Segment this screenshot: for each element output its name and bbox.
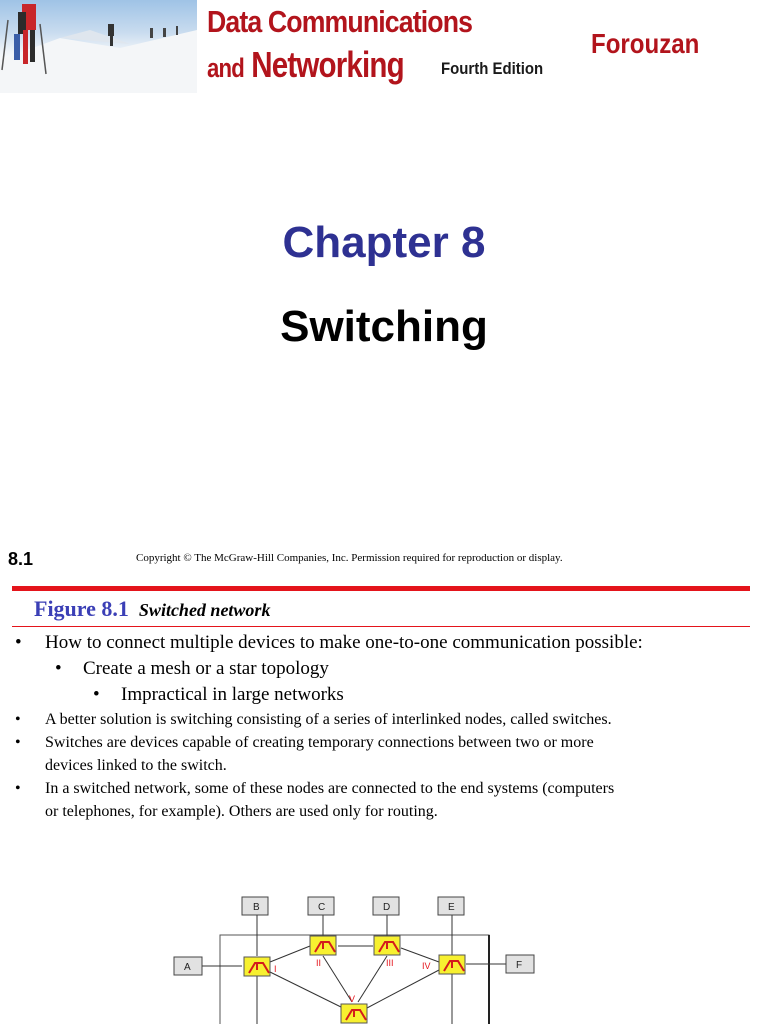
caption-underline [12,626,750,627]
end-system-D [373,897,399,915]
bullet-text: How to connect multiple devices to make one-to-one communication possible: [45,632,643,653]
mountaineers-photo [0,0,197,93]
bullet-text: devices linked to the switch. [45,757,227,774]
end-system-F [506,955,534,973]
copyright-notice: Copyright © The McGraw-Hill Companies, Inc. Permission required for reproduction or display. [136,552,563,564]
switch-II [310,936,336,968]
switch-V [341,994,367,1023]
bullet-text: Impractical in large networks [121,684,344,705]
bullet-item [55,658,329,680]
book-banner [0,0,768,93]
bullet-dot: • [15,632,22,653]
book-edition: Fourth Edition [441,59,544,78]
link-II-V [323,956,352,1002]
end-system-label: B [253,902,260,913]
chapter-title: Chapter 8 [282,218,486,267]
link-IV-V [367,970,439,1008]
book-title-line1: Data Communications [207,4,473,39]
figure-heading [34,596,270,622]
link-I-II [270,946,310,962]
bullet-continuation [45,803,438,821]
end-system-label: E [448,902,455,913]
bullet-dot: • [15,780,21,797]
bullet-text: In a switched network, some of these nodes are connected to the end systems (computers [45,780,615,797]
bullet-item [15,734,594,752]
bullet-item [15,632,643,654]
switch-label: I [274,964,277,974]
switch-label: II [316,958,322,968]
bullet-text: or telephones, for example). Others are used only for routing. [45,803,438,820]
switch-III [374,936,400,968]
end-system-E [438,897,464,915]
end-system-label: A [184,962,191,973]
bullet-item [15,780,615,798]
switched-network-diagram [160,890,560,1024]
figure-slide [0,580,768,1024]
bullet-dot: • [55,658,62,679]
link-III-IV [401,948,439,962]
bullet-text: Switches are devices capable of creating temporary connections between two or more [45,734,594,751]
switch-label: V [349,994,356,1004]
book-title-and: and [207,53,244,83]
book-author: Forouzan [591,28,700,59]
end-system-A [174,957,202,975]
book-title-networking: Networking [251,44,404,85]
bullet-item [93,684,344,706]
bullet-text: A better solution is switching consisting of a series of interlinked nodes, called switches. [45,711,612,728]
slide-number: 8.1 [8,549,34,569]
switch-label: IV [422,961,431,971]
bullet-dot: • [93,684,100,705]
header-divider [12,586,750,591]
bullet-item [15,711,612,729]
end-system-label: F [516,960,523,971]
link-I-V [270,972,343,1008]
end-system-C [308,897,334,915]
switch-label: III [386,958,394,968]
end-system-label: C [318,902,326,913]
chapter-subtitle: Switching [280,302,488,351]
figure-caption: Switched network [138,600,271,620]
figure-number: Figure 8.1 [34,596,129,621]
link-III-V [358,956,387,1002]
end-system-B [242,897,268,915]
bullet-dot: • [15,734,21,751]
book-title-line2 [207,44,404,86]
end-system-label: D [383,902,391,913]
bullet-continuation [45,757,227,775]
bullet-dot: • [15,711,21,728]
bullet-text: Create a mesh or a star topology [83,658,329,679]
